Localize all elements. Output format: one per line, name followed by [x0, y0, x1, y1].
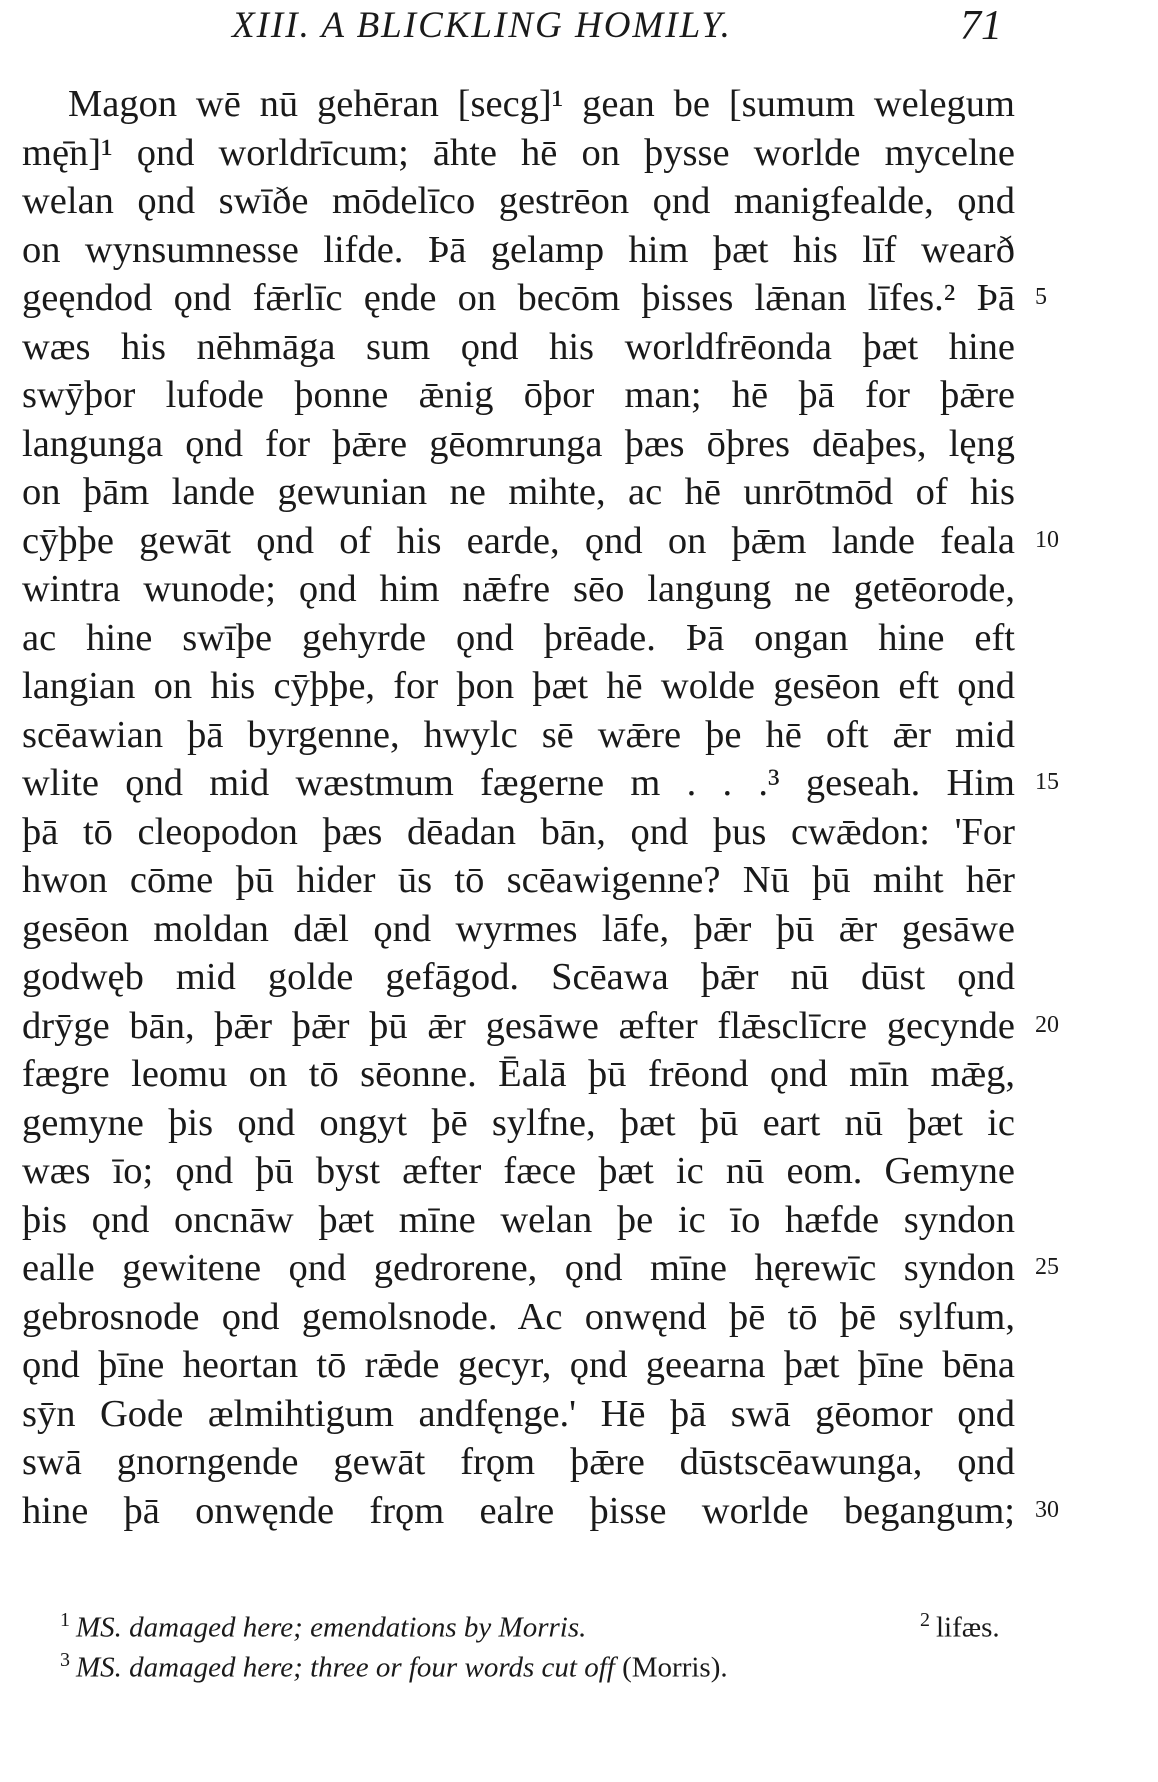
line-number: 25	[1035, 1254, 1059, 1280]
footnote-source: (Morris).	[622, 1651, 728, 1684]
text-line: swȳþor lufode þonne ǣnig ōþor man; hē þā for þǣre	[22, 374, 1015, 416]
text-line: wlite ǫnd mid wæstmum fægerne m . . .³ geseah. Him	[22, 762, 1015, 804]
running-title: XIII. A BLICKLING HOMILY.	[232, 5, 732, 46]
text-line: on þām lande gewunian ne mihte, ac hē unrōtmōd of his	[22, 471, 1015, 513]
footnote-1	[60, 1600, 1020, 1644]
text-line: mę̄n]¹ ǫnd worldrīcum; āhte hē on þysse worlde mycelne	[22, 131, 1015, 174]
text-line: ǫnd þīne heortan tō rǣde gecyr, ǫnd geearna þæt þīne bēna	[22, 1344, 1015, 1386]
text-line: Magon wē nū gehēran [secg]¹ gean be [sumum welegum	[68, 83, 1015, 125]
text-line: gebrosnode ǫnd gemolsnode. Ac onwęnd þē tō þē sylfum,	[22, 1295, 1015, 1338]
line-number: 10	[1035, 526, 1059, 553]
text-line: on wynsumnesse lifde. Þā gelamp him þæt his līf wearð	[22, 228, 1015, 271]
line-number: 5	[1035, 284, 1047, 310]
text-line: ealle gewitene ǫnd gedrorene, ǫnd mīne hęrewīc syndon	[22, 1247, 1015, 1289]
text-line: langian on his cȳþþe, for þon þæt hē wolde gesēon eft ǫnd	[22, 665, 1015, 707]
text-line: wintra wunode; ǫnd him nǣfre sēo langung ne getēorode,	[22, 568, 1015, 610]
text-line: gesēon moldan dǣl ǫnd wyrmes lāfe, þǣr þū ǣr gesāwe	[22, 907, 1015, 950]
text-line: drȳge bān, þǣr þǣr þū ǣr gesāwe æfter flǣsclīcre gecynde	[22, 1004, 1015, 1047]
text-line: scēawian þā byrgenne, hwylc sē wǣre þe hē oft ǣr mid	[22, 713, 1015, 756]
footnote-text: lifæs.	[936, 1611, 1000, 1644]
text-line: hine þā onwęnde frǫm ealre þisse worlde begangum;	[22, 1489, 1015, 1532]
text-line: langunga ǫnd for þǣre gēomrunga þæs ōþres dēaþes, lęng	[22, 422, 1015, 465]
page-number: 71	[960, 3, 1002, 49]
text-line: godwęb mid golde gefāgod. Scēawa þǣr nū dūst ǫnd	[22, 956, 1015, 998]
text-line: fægre leomu on tō sēonne. Ēalā þū frēond ǫnd mīn mǣg,	[22, 1053, 1015, 1095]
footnote-mark: 2	[920, 1609, 930, 1631]
text-line: wæs his nēhmāga sum ǫnd his worldfrēonda þæt hine	[22, 325, 1015, 368]
text-line: swā gnorngende gewāt frǫm þǣre dūstscēawunga, ǫnd	[22, 1441, 1015, 1483]
text-line: ac hine swīþe gehyrde ǫnd þrēade. Þā ongan hine eft	[22, 616, 1015, 659]
running-head	[0, 4, 1158, 64]
line-number: 30	[1035, 1496, 1059, 1523]
line-number: 20	[1035, 1011, 1059, 1038]
footnote-text: MS. damaged here; three or four words cut off	[76, 1651, 615, 1684]
footnote-text: MS. damaged here; emendations by Morris.	[76, 1611, 587, 1644]
text-line: geęndod ǫnd fǣrlīc ęnde on becōm þisses lǣnan līfes.² Þā	[22, 277, 1015, 319]
text-line: cȳþþe gewāt ǫnd of his earde, ǫnd on þǣm lande feala	[22, 519, 1015, 562]
text-line: hwon cōme þū hider ūs tō scēawigenne? Nū þū miht hēr	[22, 859, 1015, 901]
text-line: sȳn Gode ælmihtigum andfęnge.' Hē þā swā gēomor ǫnd	[22, 1392, 1015, 1435]
text-line: wæs īo; ǫnd þū byst æfter fæce þæt ic nū eom. Gemyne	[22, 1150, 1015, 1192]
homily-text	[22, 80, 1059, 1535]
text-line: þis ǫnd oncnāw þæt mīne welan þe ic īo hæfde syndon	[22, 1198, 1015, 1241]
footnote-3	[60, 1640, 1020, 1684]
text-line: welan ǫnd swīðe mōdelīco gestrēon ǫnd manigfealde, ǫnd	[22, 180, 1015, 222]
text-line: gemyne þis ǫnd ongyt þē sylfne, þæt þū eart nū þæt ic	[22, 1101, 1015, 1144]
footnote-mark: 3	[60, 1649, 70, 1671]
line-number: 15	[1035, 769, 1059, 795]
text-line: þā tō cleopodon þæs dēadan bān, ǫnd þus cwǣdon: 'For	[22, 810, 1015, 853]
footnote-mark: 1	[60, 1609, 70, 1631]
footnotes	[60, 1600, 1020, 1684]
